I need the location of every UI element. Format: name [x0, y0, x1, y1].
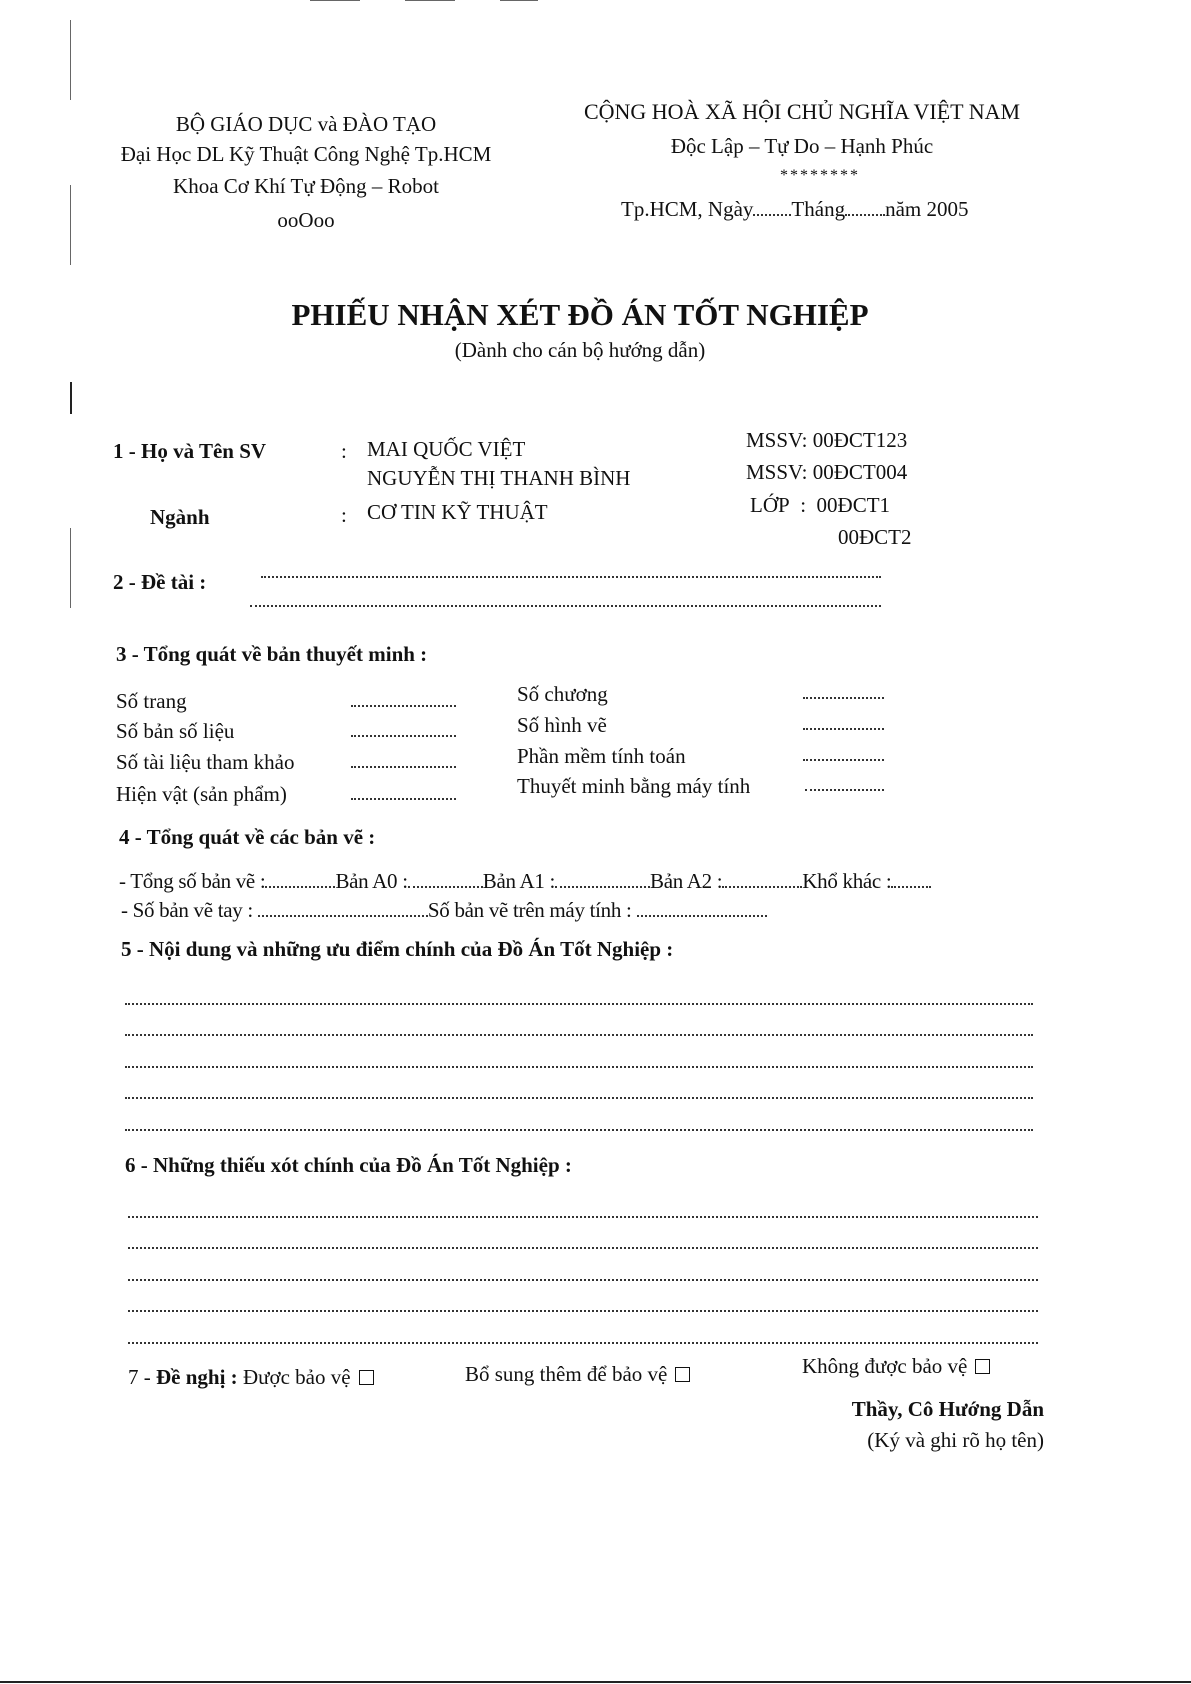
weaknesses-blank-line [128, 1216, 1038, 1218]
student-id-1 [746, 427, 907, 453]
scan-edge-line [0, 1681, 1191, 1683]
field-label: Bản A2 : [650, 869, 723, 893]
field-blank [891, 880, 931, 888]
month-blank [845, 208, 885, 216]
field-blank [351, 798, 456, 800]
field-blank [265, 880, 335, 888]
field-blank [803, 728, 884, 730]
class-value-2: 00ĐCT2 [838, 525, 912, 549]
topic-blank-line [250, 605, 881, 607]
year-label: năm 2005 [885, 197, 969, 221]
weaknesses-blank-line [128, 1247, 1038, 1249]
field-label: Số bản vẽ trên máy tính : [427, 898, 632, 922]
mssv-value: 00ĐCT123 [812, 428, 908, 452]
field-blank [803, 697, 884, 699]
mssv-label: MSSV: [746, 428, 808, 452]
mssv-value: 00ĐCT004 [812, 460, 908, 484]
class-label [750, 492, 890, 518]
field-label: Số chương [517, 682, 608, 706]
field-label: - Số bản vẽ tay : [121, 898, 253, 922]
option-label: Bổ sung thêm để bảo vệ [465, 1362, 668, 1386]
strengths-blank-line [125, 1003, 1033, 1005]
field-label: Bản A1 : [482, 869, 556, 893]
country-name: CỘNG HOÀ XÃ HỘI CHỦ NGHĨA VIỆT NAM [583, 99, 1021, 124]
class-value-1: 00ĐCT1 [816, 493, 891, 517]
student-name-2: NGUYỄN THỊ THANH BÌNH [367, 466, 631, 490]
recommendation-label: Đề nghị : [156, 1365, 238, 1389]
drawings-count-row [119, 868, 931, 894]
report-summary-heading: 3 - Tổng quát về bản thuyết minh : [116, 642, 428, 666]
major-label: Ngành [150, 505, 210, 529]
option-label: Không được bảo vệ [802, 1354, 968, 1378]
recommendation-row [128, 1364, 374, 1390]
signature-title: Thầy, Cô Hướng Dẫn [851, 1397, 1044, 1421]
scan-edge-line [310, 0, 360, 1]
field-label: Số hình vẽ [517, 713, 607, 737]
field-label: - Tổng số bản vẽ : [119, 869, 266, 893]
field-label: Số tài liệu tham khảo [116, 750, 295, 774]
option-supplement [465, 1361, 690, 1387]
field-label: Khổ khác : [802, 869, 892, 893]
scan-edge-line [500, 0, 538, 1]
page-subtitle: (Dành cho cán bộ hướng dẫn) [454, 338, 706, 362]
strengths-blank-line [125, 1066, 1033, 1068]
page-title: PHIẾU NHẬN XÉT ĐỒ ÁN TỐT NGHIỆP [291, 297, 869, 332]
colon: : [341, 439, 347, 463]
class-label-text: LỚP [750, 493, 790, 517]
date-prefix: Tp.HCM, Ngày [621, 197, 754, 221]
weaknesses-blank-line [128, 1279, 1038, 1281]
option-label: Được bảo vệ [242, 1365, 351, 1389]
scan-edge-line [70, 528, 71, 608]
strengths-blank-line [125, 1129, 1033, 1131]
colon: : [800, 493, 807, 517]
field-blank [637, 909, 767, 917]
scan-edge-line [70, 20, 71, 100]
field-label: Phần mềm tính toán [517, 744, 686, 768]
field-blank [351, 735, 456, 737]
major-value: CƠ TIN KỸ THUẬT [367, 500, 548, 524]
ministry-name: BỘ GIÁO DỤC và ĐÀO TẠO [175, 112, 437, 136]
stars-divider: ******** [780, 167, 860, 184]
strengths-blank-line [125, 1097, 1033, 1099]
university-name: Đại Học DL Kỹ Thuật Công Nghệ Tp.HCM [120, 142, 492, 166]
date-line [621, 196, 968, 222]
checkbox-icon [975, 1359, 990, 1374]
field-label: Số trang [116, 689, 187, 713]
option-rejected [802, 1353, 990, 1379]
student-name-label: 1 - Họ và Tên SV [113, 439, 267, 463]
signature-note: (Ký và ghi rõ họ tên) [867, 1428, 1044, 1452]
weaknesses-heading: 6 - Những thiếu xót chính của Đồ Án Tốt Nghiệp : [125, 1153, 572, 1177]
field-label: Thuyết minh bằng máy tính [517, 774, 751, 798]
field-blank [351, 766, 456, 768]
field-blank [803, 759, 884, 761]
field-blank [351, 705, 456, 707]
colon: : [341, 503, 347, 527]
drawings-summary-heading: 4 - Tổng quát về các bản vẽ : [119, 825, 376, 849]
field-blank [408, 880, 483, 888]
motto: Độc Lập – Tự Do – Hạnh Phúc [670, 134, 934, 158]
drawings-type-row [121, 897, 767, 923]
strengths-blank-line [125, 1034, 1033, 1036]
topic-label: 2 - Đề tài : [113, 570, 207, 594]
student-name-1: MAI QUỐC VIỆT [367, 437, 526, 461]
checkbox-icon [359, 1370, 374, 1385]
month-label: Tháng [791, 197, 846, 221]
weaknesses-blank-line [128, 1310, 1038, 1312]
section-number: 7 - [128, 1365, 156, 1389]
field-blank [805, 789, 884, 791]
field-blank [555, 880, 650, 888]
student-id-2 [746, 459, 907, 485]
scan-edge-line [70, 382, 72, 414]
strengths-heading: 5 - Nội dung và những ưu điểm chính của Đồ Án Tốt Nghiệp : [121, 937, 674, 961]
day-blank [753, 208, 791, 216]
mssv-label: MSSV: [746, 460, 808, 484]
scan-edge-line [70, 185, 71, 265]
field-blank [722, 880, 802, 888]
field-blank [258, 909, 428, 917]
faculty-name: Khoa Cơ Khí Tự Động – Robot [173, 174, 439, 198]
weaknesses-blank-line [128, 1342, 1038, 1344]
header-ornament: ooOoo [277, 208, 335, 232]
scan-edge-line [405, 0, 455, 1]
field-label: Hiện vật (sản phẩm) [116, 782, 287, 806]
checkbox-icon [675, 1367, 690, 1382]
topic-blank-line [261, 576, 881, 578]
field-label: Bản A0 : [335, 869, 408, 893]
field-label: Số bản số liệu [116, 719, 235, 743]
